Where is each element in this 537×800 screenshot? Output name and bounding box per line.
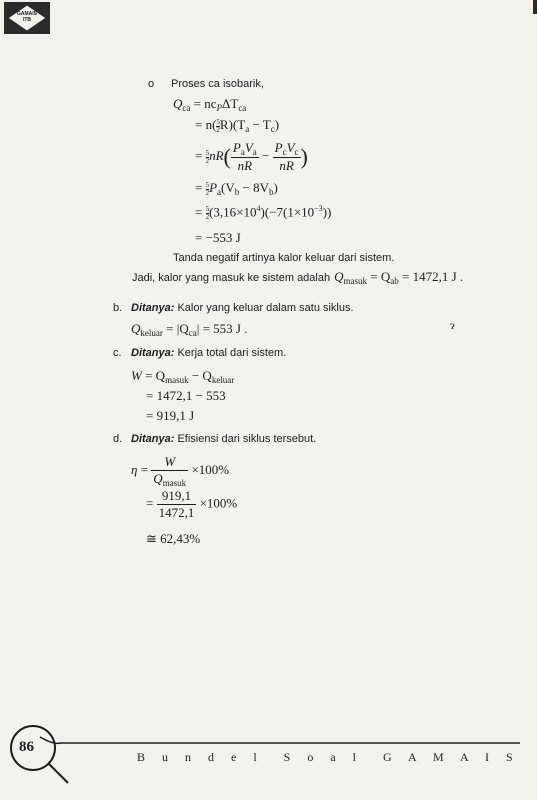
question-d: Ditanya: Efisiensi dari siklus tersebut. [131, 433, 317, 445]
equation-d-1: η = $\frac{W}{Q_{masuk}}$ ×100% [131, 454, 230, 488]
page-edge-mark [533, 0, 537, 14]
pen-mark: ɂ [450, 318, 455, 332]
fraction-w-over-qmasuk: $\frac{W}{Q_{masuk}}$ [153, 454, 187, 488]
gamais-logo [4, 2, 50, 34]
logo-text: GAMAIS ITB [17, 11, 37, 23]
section-heading: Proses ca isobarik, [171, 78, 264, 90]
conclusion-line: Jadi, kalor yang masuk ke sistem adalah $Q_{masuk} = Q_{ab} = 1472,1$ J . [132, 269, 464, 286]
equation-line-6: = −553 J [195, 230, 241, 245]
equation-line-3: = $\frac{5}{2}$ nR( $\frac{P_aV_a}{nR}$ − $\frac{P_cV_c}{nR}$ ) [195, 140, 308, 173]
item-label-b: b. [113, 302, 123, 314]
equation-c-3: = 919,1 J [146, 408, 195, 423]
book-title: B u n d e l S o a l G A M A I S [137, 750, 520, 764]
equation-d-3: ≅ 62,43% [146, 531, 201, 546]
fraction-pcvc: $\frac{P_cV_c}{nR}$ [274, 140, 299, 173]
equation-c-1: $W = Q_{masuk} - Q_{keluar}$ [131, 368, 235, 385]
bullet: o [148, 78, 155, 90]
page-number: 86 [19, 739, 34, 755]
equation-c-2: = 1472,1 − 553 [146, 388, 226, 403]
equation-line-5: = $\frac{5}{2}$ $(3,16\times 10^4)(-7(1\times 10^{-3}))$ [195, 204, 332, 221]
fraction-pava: $\frac{P_aV_a}{nR}$ [232, 140, 257, 173]
item-label-c: c. [113, 347, 122, 359]
equation-b: $Q_{keluar} = |Q_{ca}| = 553$ J . [131, 321, 248, 338]
item-label-d: d. [113, 433, 123, 445]
note-text: Tanda negatif artinya kalor keluar dari sistem. [173, 252, 395, 264]
equation-line-4: = $\frac{5}{2}$ $P_a(V_b - 8V_b)$ [195, 180, 278, 197]
question-c: Ditanya: Kerja total dari sistem. [131, 347, 287, 359]
equation-line-2: = n( $\frac{5}{2}$ $R)(T_a - T_c)$ [195, 117, 280, 134]
equation-line-1: $Q_{ca} = nc_P\Delta T_{ca}$ [173, 96, 247, 113]
fraction-9191-over-14721: $\frac{919,1}{1472,1}$ [158, 488, 195, 520]
question-b: Ditanya: Kalor yang keluar dalam satu siklus. [131, 302, 354, 314]
equation-d-2: = $\frac{919,1}{1472,1}$ ×100% [146, 488, 238, 520]
